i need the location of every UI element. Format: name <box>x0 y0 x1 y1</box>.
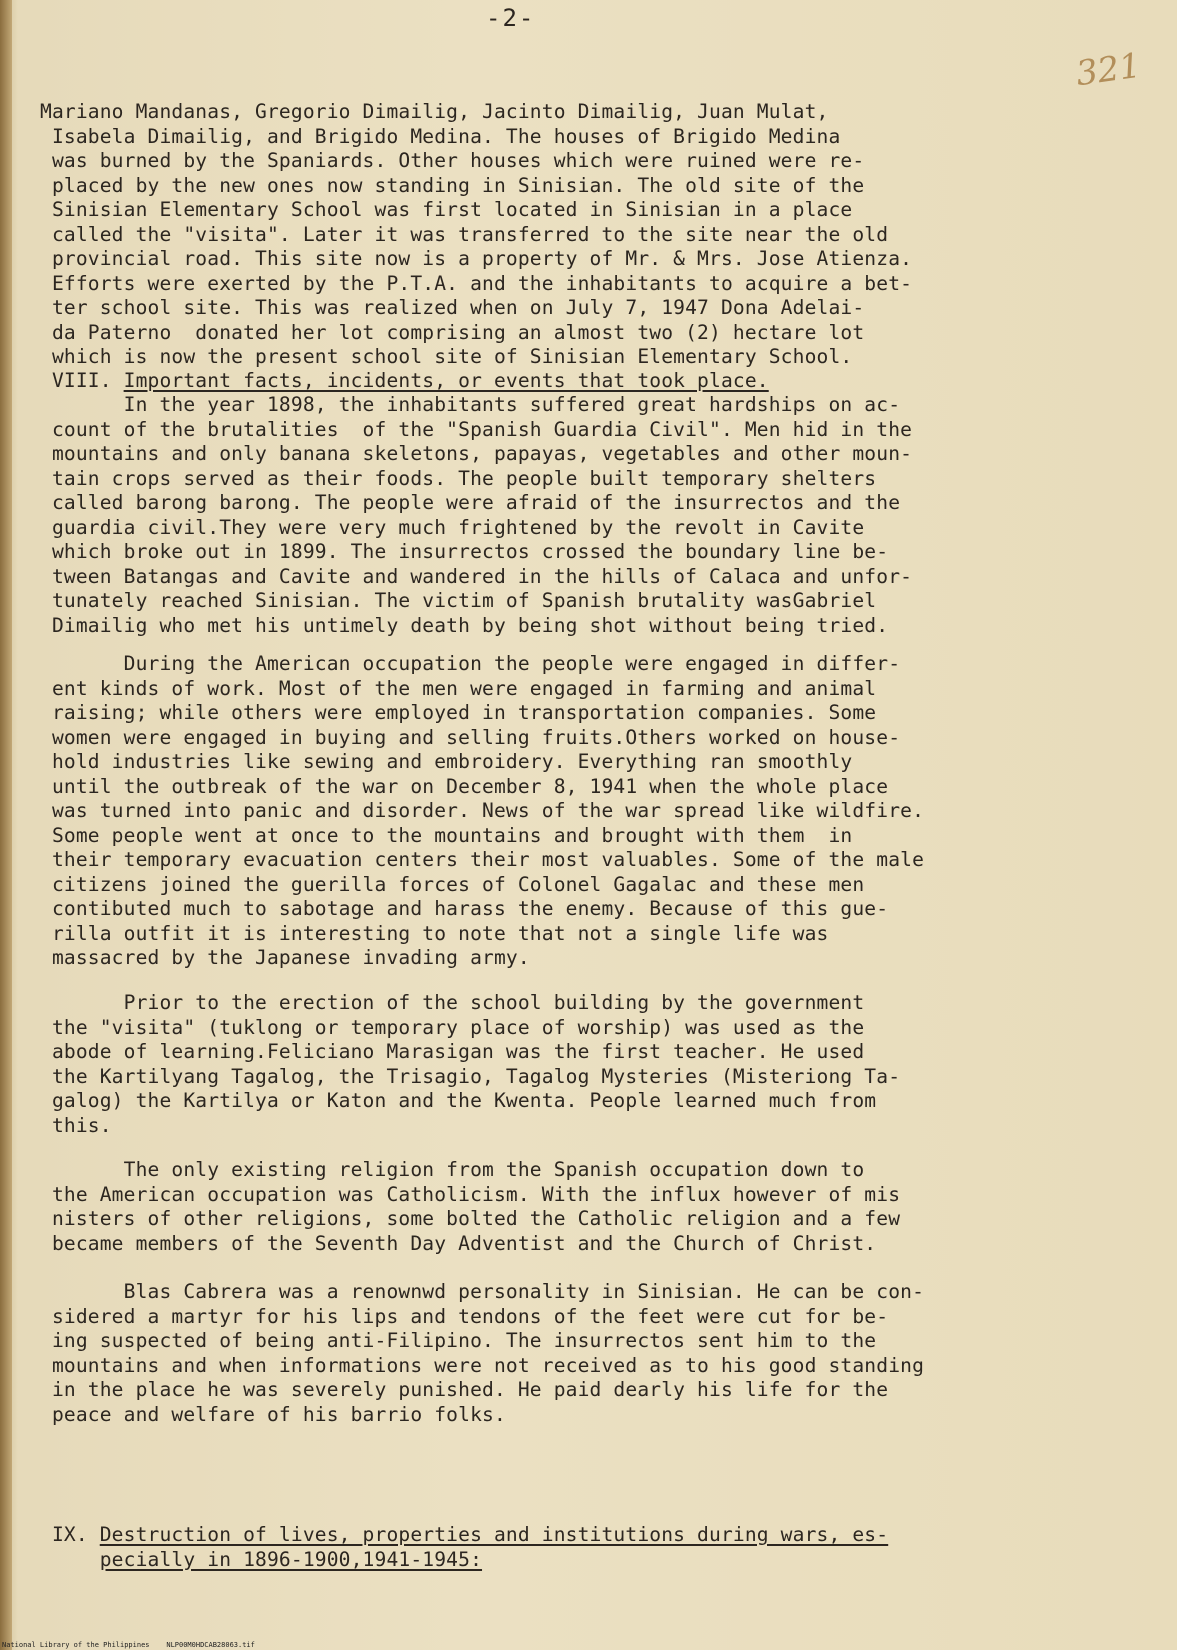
paragraph-school-site: Mariano Mandanas, Gregorio Dimailig, Jacinto Dimailig, Juan Mulat, Isabela Dimailig, and Brigido Medina. The houses of Brigido Medina was burned by the Spaniards. Other houses which were ruined were re- placed by the new ones now standing in Sinisian. The old site of the Sinisian Elementary School was first located in Sinisian in a place called the "visita". Later it was transferred to the site near the old provincial road. This site now is a property of Mr. & Mrs. Jose Atienza. Efforts were exerted by the P.T.A. and the inhabitants to acquire a bet- ter school site. This was realized when on July 7, 1947 Dona Adelai- da Paterno donated her lot comprising an almost two (2) hectare lot which is now the present school site of Sinisian Elementary School. <box>40 100 913 368</box>
section-9-number: IX. <box>40 1523 100 1546</box>
section-8-heading <box>40 369 769 394</box>
paragraph-visita-school: Prior to the erection of the school building by the government the "visita" (tuklong or temporary place of worship) was used as the abode of learning.Feliciano Marasigan was the first teacher. He used the Kartilyang Tagalog, the Trisagio, Tagalog Mysteries (Misteriong Ta- galog) the Kartilya or Katon and the Kwenta. People learned much from this. <box>51 991 901 1137</box>
paragraph-blas-cabrera: Blas Cabrera was a renownwd personality in Sinisian. He can be con- sidered a martyr for his lips and tendons of the feet were cut for be- ing suspected of being anti-Filipino. The insurrectos sent him to the mountains and when informations were not received as to his good standing in the place he was severely punished. He paid dearly his life for the peace and welfare of his barrio folks. <box>51 1280 925 1426</box>
paragraph-spanish-brutality: In the year 1898, the inhabitants suffered great hardships on ac- count of the brutalities of the "Spanish Guardia Civil". Men hid in the mountains and only banana skeletons, papayas, vegetables and other moun- tain crops served as their foods. The people built temporary shelters called barong barong. The people were afraid of the insurrectos and the guardia civil.They were very much frightened by the revolt in Cavite which broke out in 1899. The insurrectos crossed the boundary line be- tween Batangas and Cavite and wandered in the hills of Calaca and unfor- tunately reached Sinisian. The victim of Spanish brutality wasGabriel Dimailig who met his untimely death by being shot without being tried. <box>51 393 913 637</box>
page-number: -2- <box>486 4 536 32</box>
page-binding-edge <box>0 0 12 1650</box>
section-9-title-line-2: pecially in 1896-1900,1941-1945: <box>99 1547 483 1571</box>
paragraph-american-occupation: During the American occupation the people were engaged in differ- ent kinds of work. Most of the men were engaged in farming and animal raising; while others were employed in transportation companies. Some women were engaged in buying and selling fruits.Others worked on house- hold industries like sewing and embroidery. Everything ran smoothly until the outbreak of the war on December 8, 1941 when the whole place was turned into panic and disorder. News of the war spread like wildfire. Some people went at once to the mountains and brought with them in their temporary evacuation centers their most valuables. Some of the male citizens joined the guerilla forces of Colonel Gagalac and these men contibuted much to sabotage and harass the enemy. Because of this gue- rilla outfit it is interesting to note that not a single life was massacred by the Japanese invading army. <box>51 652 925 969</box>
section-9-title-line-1: Destruction of lives, properties and institutions during wars, es- <box>99 1523 889 1546</box>
section-8-title: Important facts, incidents, or events that took place. <box>123 369 769 392</box>
section-9-heading <box>40 1523 888 1572</box>
handwritten-folio-number: 321 <box>1073 45 1144 95</box>
section-9-indent <box>40 1548 100 1571</box>
paragraph-religion: The only existing religion from the Spanish occupation down to the American occupation was Catholicism. With the influx however of mis nisters of other religions, some bolted the Catholic religion and a few became members of the Seventh Day Adventist and the Church of Christ. <box>51 1158 901 1255</box>
section-8-number: VIII. <box>40 369 124 392</box>
archive-footer: National Library of the Philippines NLP00M0HDCAB28063.tif <box>2 1641 255 1649</box>
